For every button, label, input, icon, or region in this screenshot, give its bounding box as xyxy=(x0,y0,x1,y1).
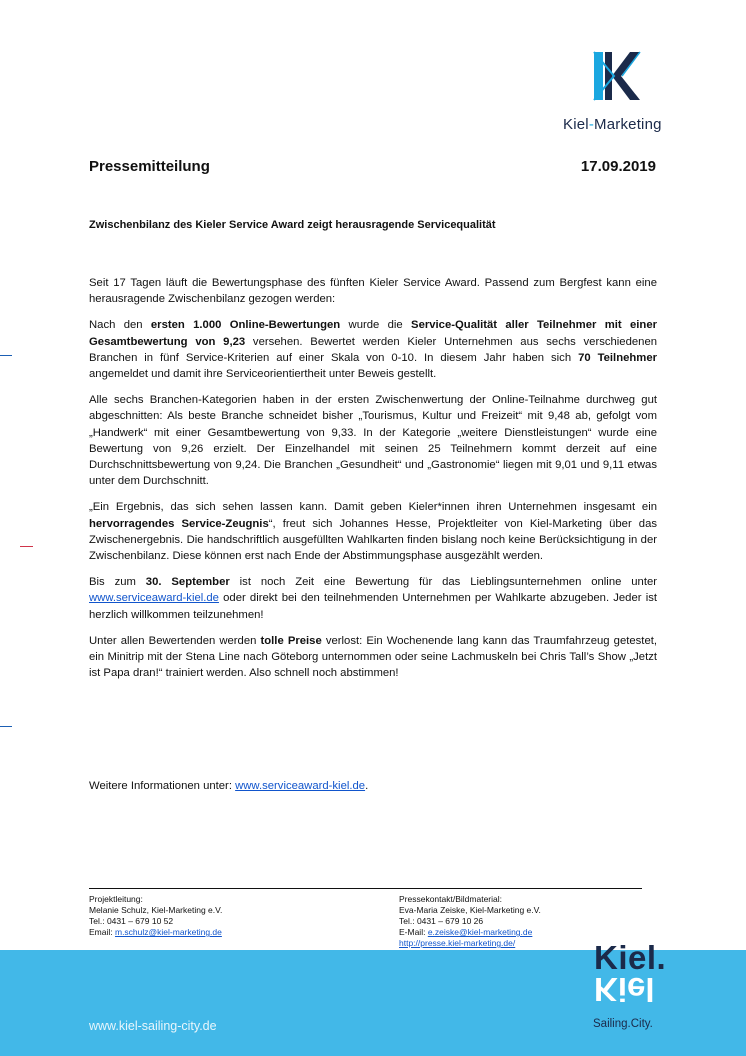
press-portal-link[interactable]: http://presse.kiel-marketing.de/ xyxy=(399,938,516,948)
footer-url: www.kiel-sailing-city.de xyxy=(89,1019,217,1033)
brand-wordmark: Kiel-Marketing xyxy=(563,116,662,133)
document-label: Pressemitteilung xyxy=(89,158,210,175)
margin-mark xyxy=(20,546,33,547)
kiel-marketing-k-logo-icon xyxy=(592,50,642,102)
press-email-link[interactable]: e.zeiske@kiel-marketing.de xyxy=(427,927,533,937)
paragraph-results: Nach den ersten 1.000 Online-Bewertungen wurde die Service-Qualität aller Teilnehmer mit einer Gesamtbewertung von 9,23 versehen. Bewertet werden Kieler Unternehmen aus sechs verschiedenen Branchen in fünf Service-Kriterien auf einer Skala von 0-10. In diesem Jahr haben sich 70 Teilnehmer angemeldet und damit ihre Serviceorientiertheit unter Beweis gestellt. xyxy=(89,319,658,381)
paragraph-prizes: Unter allen Bewertenden werden tolle Preise verlost: Ein Wochenende lang kann das Traumfahrzeug getestet, ein Minitrip mit der Stena Line nach Göteborg unternommen oder seine Lachmuskeln bei Chris Tall’s Show „Jetzt ist Papa dran!“ trainiert werden. Also schnell noch abstimmen! xyxy=(89,634,658,680)
kiel-logo-reflection: Kiel xyxy=(594,971,655,1008)
margin-mark xyxy=(0,726,12,727)
more-info-link[interactable]: www.serviceaward-kiel.de xyxy=(235,780,366,792)
document-date: 17.09.2019 xyxy=(580,158,656,175)
serviceaward-link[interactable]: www.serviceaward-kiel.de xyxy=(89,592,219,605)
paragraph-quote: „Ein Ergebnis, das sich sehen lassen kann. Damit geben Kieler*innen ihren Unternehmen insgesamt ein hervorragendes Service-Zeugnis“, freut sich Johannes Hesse, Projektleiter von Kiel-Marketing über das Zwischenergebnis. Die handschriftlich ausgefüllten Wahlkarten finden bislang noch keine Berücksichtigung in der Zwischenbilanz. Diese können erst nach Ende der Abstimmungsphase ausgezählt werden. xyxy=(89,501,657,563)
contact-project-lead: Projektleitung: Melanie Schulz, Kiel-Marketing e.V. Tel.: 0431 – 679 10 52 Email: m.schulz@kiel-marketing.de xyxy=(89,894,223,937)
footer-tagline: Sailing.City. xyxy=(593,1018,653,1030)
press-body xyxy=(89,275,657,691)
margin-mark xyxy=(0,355,12,356)
contact-press: Pressekontakt/Bildmaterial: Eva-Maria Zeiske, Kiel-Marketing e.V. Tel.: 0431 – 679 10 26 E-Mail: e.zeiske@kiel-marketing.de http://presse.kiel-marketing.de/ xyxy=(399,894,541,948)
project-lead-email-link[interactable]: m.schulz@kiel-marketing.de xyxy=(114,927,222,937)
kiel-logo-wordmark: Kiel. xyxy=(594,939,667,976)
paragraph-deadline: Bis zum 30. September ist noch Zeit eine Bewertung für das Lieblingsunternehmen online unter www.serviceaward-kiel.de oder direkt bei den teilnehmenden Unternehmen per Wahlkarte abzugeben. Jeder ist herzlich willkommen teilzunehmen! xyxy=(89,576,658,621)
more-info: Weitere Informationen unter: www.serviceaward-kiel.de. xyxy=(89,780,369,792)
footer-divider xyxy=(89,888,642,889)
press-headline: Zwischenbilanz des Kieler Service Award zeigt herausragende Servicequalität xyxy=(89,219,496,231)
paragraph-categories: Alle sechs Branchen-Kategorien haben in der ersten Zwischenwertung der Online-Teilnahme durchweg gut abgeschnitten: Als beste Branche schneidet bisher „Tourismus, Kultur und Freizeit“ mit 9,48 ab, gefolgt vom „Handwerk“ mit einer Gesamtbewertung von 9,33. In der Kategorie „weitere Dienstleistungen“ wurde eine Bewertung von 9,26 erzielt. Der Einzelhandel mit seinen 25 Teilnehmern kommt derzeit auf eine Durchschnittsbewertung von 9,24. Die Branchen „Gesundheit“ und „Gastronomie“ liegen mit 9,01 und 9,11 etwas unter dem Durchschnitt. xyxy=(89,394,657,488)
paragraph-intro: Seit 17 Tagen läuft die Bewertungsphase des fünften Kieler Service Award. Passend zum Bergfest kann eine herausragende Zwischenbilanz gezogen werden: xyxy=(89,277,657,306)
